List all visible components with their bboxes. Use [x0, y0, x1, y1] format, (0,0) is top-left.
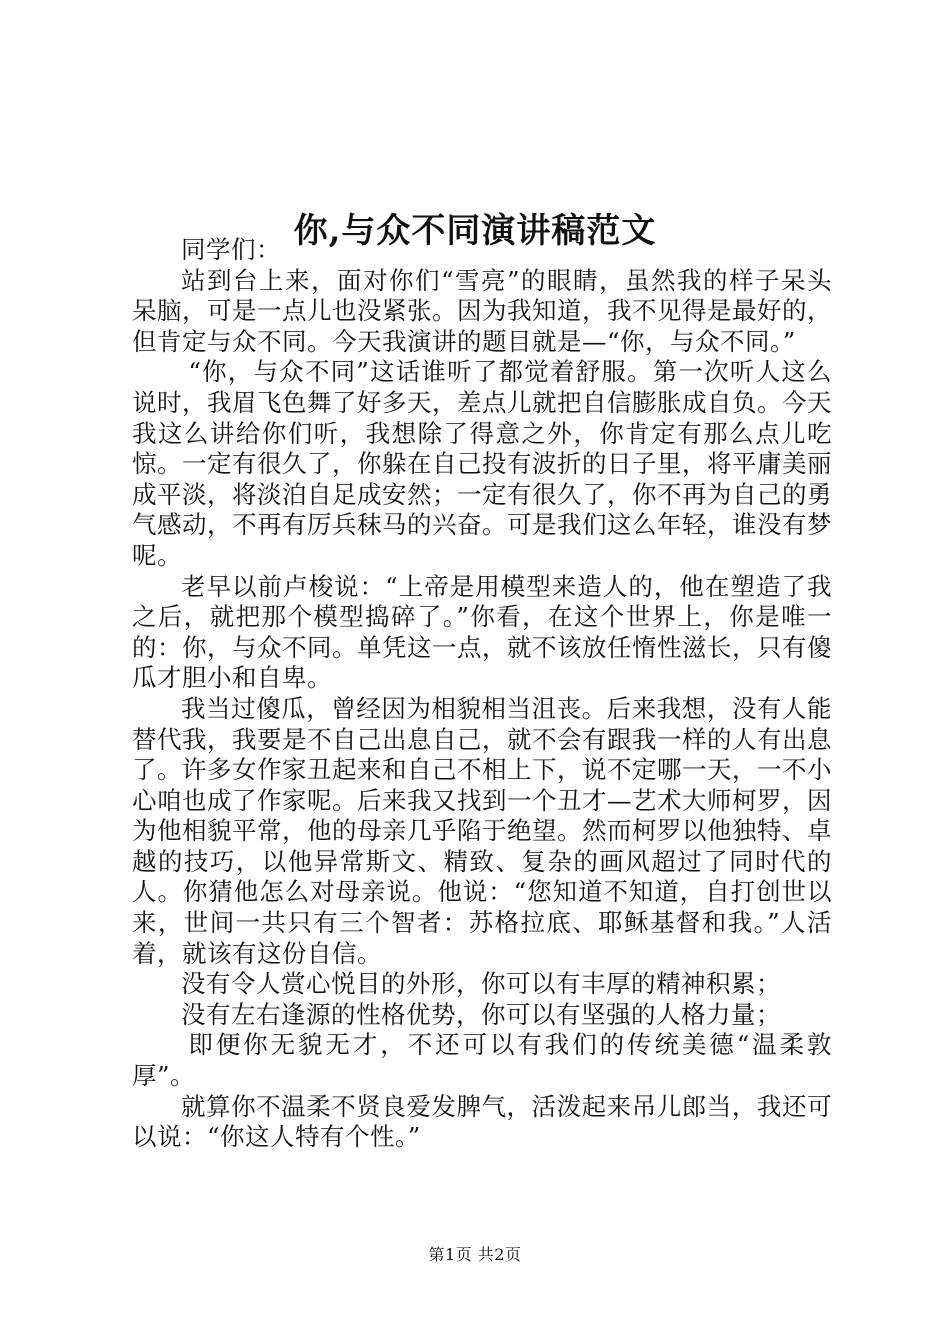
page-number-footer: 第1页 共2页 — [428, 1245, 522, 1264]
paragraph: 站到台上来，面对你们“雪亮”的眼睛，虽然我的样子呆头呆脑，可是一点儿也没紧张。因为我知道，我不见得是最好的，但肯定与众不同。今天我演讲的题目就是—“你，与众不同。” — [132, 265, 832, 356]
document-body — [132, 235, 832, 1153]
paragraph: “你，与众不同”这话谁听了都觉着舒服。第一次听人这么说时，我眉飞色舞了好多天，差点儿就把自信膨胀成自负。今天我这么讲给你们听，我想除了得意之外，你肯定有那么点儿吃惊。一定有很久了，你躲在自己投有波折的日子里，将平庸美丽成平淡，将淡泊自足成安然；一定有很久了，你不再为自己的勇气感动，不再有厉兵秣马的兴奋。可是我们这么年轻，谁没有梦呢。 — [132, 357, 832, 570]
paragraph: 没有令人赏心悦目的外形，你可以有丰厚的精神积累； — [181, 969, 781, 999]
paragraph: 我当过傻瓜，曾经因为相貌相当沮丧。后来我想，没有人能替代我，我要是不自己出息自己，就不会有跟我一样的人有出息了。许多女作家丑起来和自己不相上下，说不定哪一天，一不小心咱也成了作家呢。后来我又找到一个丑才—艺术大师柯罗，因为他相貌平常，他的母亲几乎陷于绝望。然而柯罗以他独特、卓越的技巧，以他异常斯文、精致、复杂的画风超过了同时代的人。你猜他怎么对母亲说。他说：“您知道不知道，自打创世以来，世间一共只有三个智者：苏格拉底、耶稣基督和我。”人活着，就该有这份自信。 — [132, 693, 832, 968]
paragraph: 没有左右逢源的性格优势，你可以有坚强的人格力量； — [181, 999, 781, 1029]
paragraph-greeting: 同学们： — [181, 235, 281, 264]
paragraph: 即便你无貌无才，不还可以有我们的传统美德“温柔敦厚”。 — [132, 1030, 832, 1091]
document-title: 你,与众不同演讲稿范文 — [293, 210, 657, 251]
paragraph: 老早以前卢梭说：“上帝是用模型来造人的，他在塑造了我之后，就把那个模型捣碎了。”你看，在这个世界上，你是唯一的：你，与众不同。单凭这一点，就不该放任惰性滋长，只有傻瓜才胆小和自卑。 — [132, 571, 832, 693]
paragraph: 就算你不温柔不贤良爱发脾气，活泼起来吊儿郎当，我还可以说：“你这人特有个性。” — [132, 1091, 832, 1152]
